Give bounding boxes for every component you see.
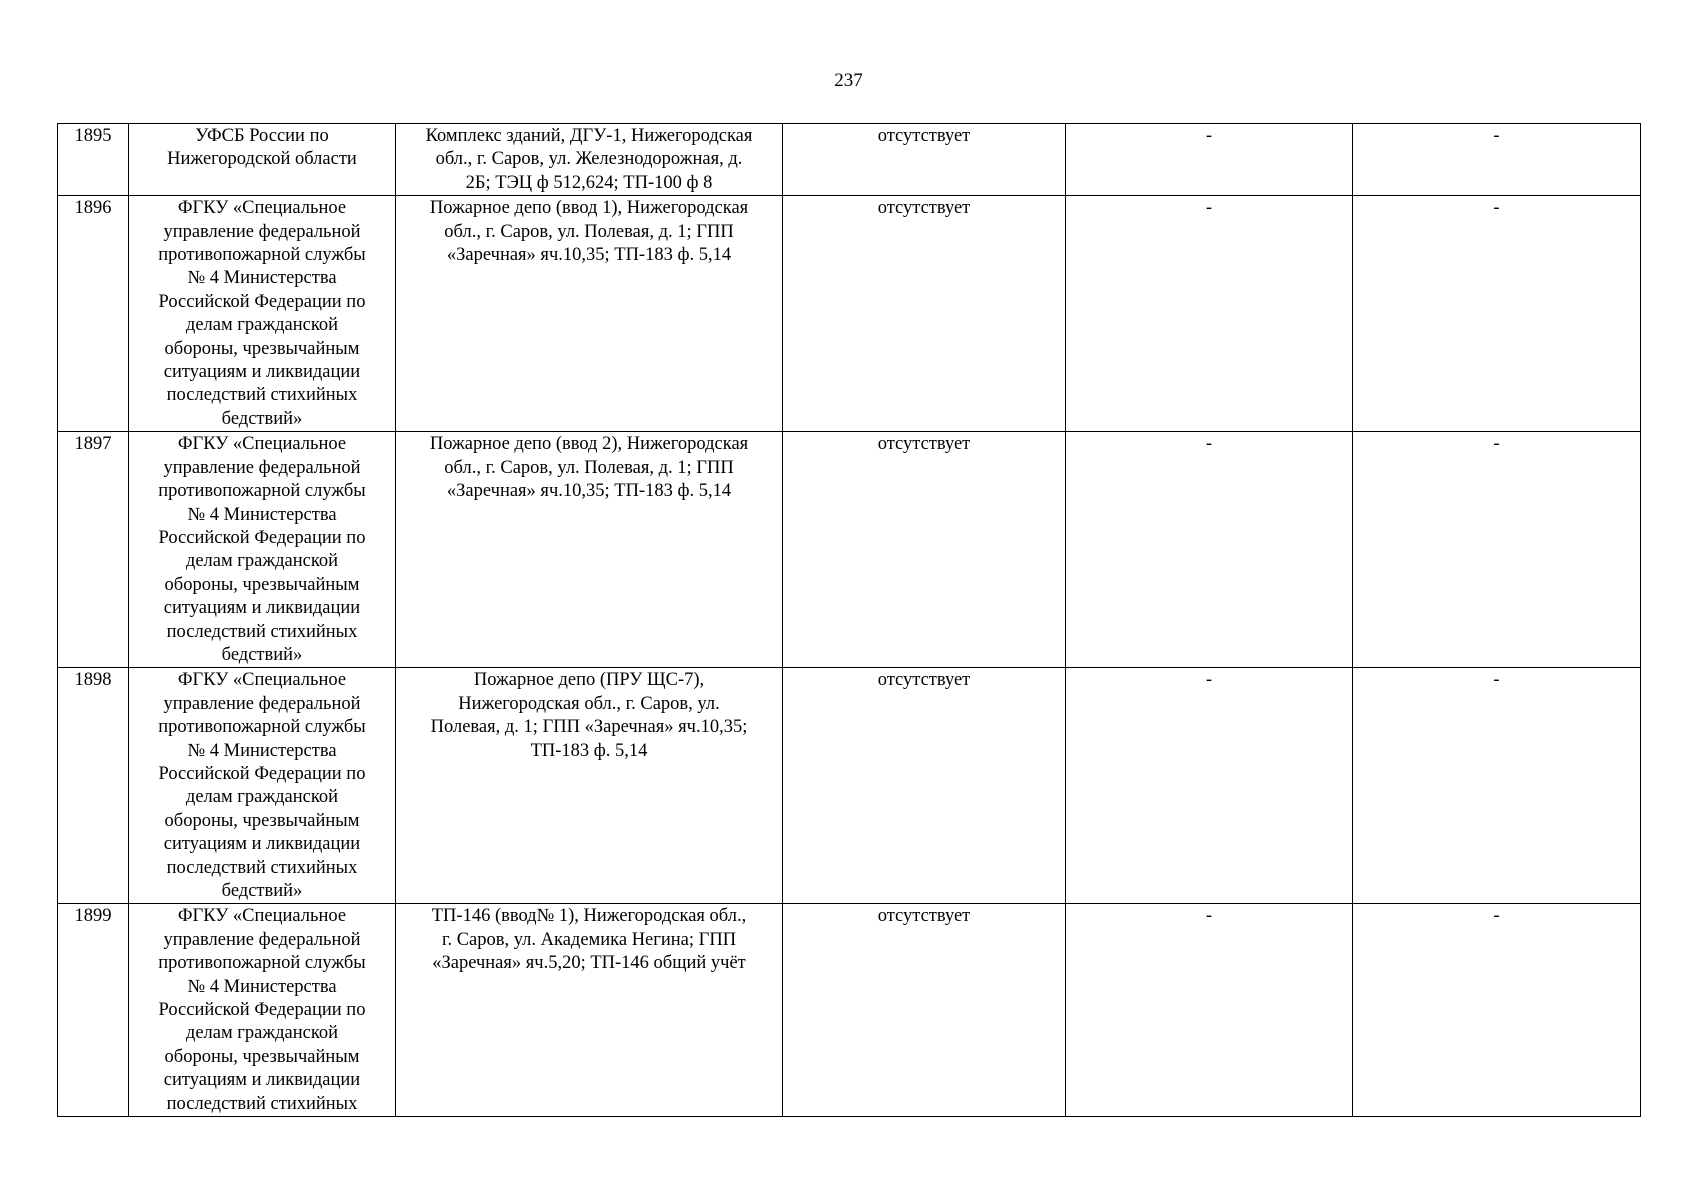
column-6-cell: - — [1353, 432, 1641, 668]
column-5-cell: - — [1066, 124, 1353, 196]
status-cell: отсутствует — [783, 904, 1066, 1117]
table-row — [58, 196, 1641, 432]
column-6-cell: - — [1353, 668, 1641, 904]
column-5-cell: - — [1066, 432, 1353, 668]
organization-cell: ФГКУ «Специальное управление федеральной противопожарной службы № 4 Министерства Российской Федерации по делам гражданской обороны, чрезвычайным ситуациям и ликвидации последствий стихийных — [129, 904, 396, 1117]
organization-cell: ФГКУ «Специальное управление федеральной противопожарной службы № 4 Министерства Российской Федерации по делам гражданской обороны, чрезвычайным ситуациям и ликвидации последствий стихийных бедствий» — [129, 432, 396, 668]
status-cell: отсутствует — [783, 196, 1066, 432]
row-number-cell: 1897 — [58, 432, 129, 668]
row-number-cell: 1899 — [58, 904, 129, 1117]
organization-cell: ФГКУ «Специальное управление федеральной противопожарной службы № 4 Министерства Российской Федерации по делам гражданской обороны, чрезвычайным ситуациям и ликвидации последствий стихийных бедствий» — [129, 668, 396, 904]
page-number: 237 — [834, 70, 863, 91]
column-5-cell: - — [1066, 196, 1353, 432]
object-cell: Пожарное депо (ввод 1), Нижегородская обл., г. Саров, ул. Полевая, д. 1; ГПП «Заречная» яч.10,35; ТП-183 ф. 5,14 — [396, 196, 783, 432]
table-row — [58, 124, 1641, 196]
status-cell: отсутствует — [783, 124, 1066, 196]
organization-cell: ФГКУ «Специальное управление федеральной противопожарной службы № 4 Министерства Российской Федерации по делам гражданской обороны, чрезвычайным ситуациям и ликвидации последствий стихийных бедствий» — [129, 196, 396, 432]
row-number-cell: 1898 — [58, 668, 129, 904]
row-number-cell: 1895 — [58, 124, 129, 196]
status-cell: отсутствует — [783, 668, 1066, 904]
column-6-cell: - — [1353, 196, 1641, 432]
table-row — [58, 668, 1641, 904]
object-cell: Пожарное депо (ввод 2), Нижегородская обл., г. Саров, ул. Полевая, д. 1; ГПП «Заречная» яч.10,35; ТП-183 ф. 5,14 — [396, 432, 783, 668]
organization-cell: УФСБ России по Нижегородской области — [129, 124, 396, 196]
object-cell: ТП-146 (ввод№ 1), Нижегородская обл., г. Саров, ул. Академика Негина; ГПП «Заречная» яч.5,20; ТП-146 общий учёт — [396, 904, 783, 1117]
column-5-cell: - — [1066, 904, 1353, 1117]
column-6-cell: - — [1353, 904, 1641, 1117]
data-table — [57, 123, 1641, 1117]
object-cell: Комплекс зданий, ДГУ-1, Нижегородская обл., г. Саров, ул. Железнодорожная, д. 2Б; ТЭЦ ф 512,624; ТП-100 ф 8 — [396, 124, 783, 196]
row-number-cell: 1896 — [58, 196, 129, 432]
status-cell: отсутствует — [783, 432, 1066, 668]
column-6-cell: - — [1353, 124, 1641, 196]
object-cell: Пожарное депо (ПРУ ЩС-7), Нижегородская обл., г. Саров, ул. Полевая, д. 1; ГПП «Заречная» яч.10,35; ТП-183 ф. 5,14 — [396, 668, 783, 904]
table-row — [58, 904, 1641, 1117]
column-5-cell: - — [1066, 668, 1353, 904]
table-row — [58, 432, 1641, 668]
